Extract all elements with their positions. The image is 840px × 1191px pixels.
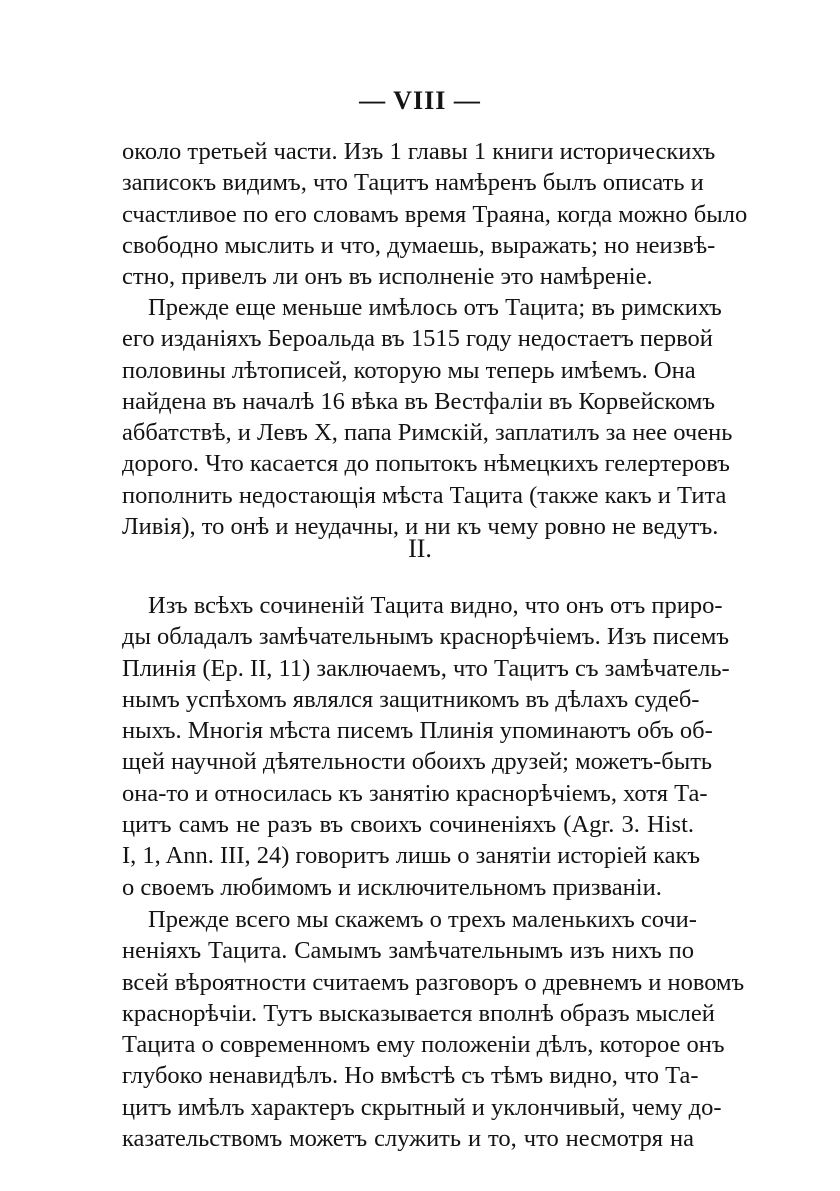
text-line: ныхъ. Многія мѣста писемъ Плинія упоминаютъ объ об- [122, 717, 713, 745]
text-line: счастливое по его словамъ время Траяна, когда можно было [122, 200, 748, 228]
text-line: найдена въ началѣ 16 вѣка въ Вестфаліи въ Корвейскомъ [122, 387, 716, 415]
text-line: глубоко ненавидѣлъ. Но вмѣстѣ съ тѣмъ видно, что Та- [122, 1062, 699, 1090]
text-line: стно, привелъ ли онъ въ исполненіе это намѣреніе. [122, 263, 653, 291]
text-line: краснорѣчіи. Тутъ высказывается вполнѣ образъ мыслей [122, 999, 715, 1027]
paragraph [122, 292, 733, 542]
paragraph [122, 904, 745, 1154]
paragraph [122, 136, 748, 292]
text-line: Прежде еще меньше имѣлось отъ Тацита; въ римскихъ [148, 294, 722, 321]
text-line: половины лѣтописей, которую мы теперь имѣемъ. Она [122, 356, 696, 384]
page-number-header: — VIII — [359, 86, 481, 115]
text-line: цитъ имѣлъ характеръ скрытный и уклончивый, чему до- [122, 1093, 722, 1121]
text-line: пополнить недостающія мѣста Тацита (также какъ и Тита [122, 481, 727, 509]
text-line: записокъ видимъ, что Тацитъ намѣренъ былъ описать и [122, 169, 704, 197]
paragraph [122, 590, 730, 903]
text-line: Изъ всѣхъ сочиненій Тацита видно, что онъ отъ приро- [148, 592, 723, 619]
text-line: нымъ успѣхомъ являлся защитникомъ въ дѣлахъ судеб- [122, 685, 700, 713]
text-line: Ливія), то онѣ и неудачны, и ни къ чему ровно не ведутъ. [122, 513, 719, 541]
text-line: Прежде всего мы скажемъ о трехъ маленькихъ сочи- [148, 906, 697, 933]
text-line: всей вѣроятности считаемъ разговоръ о древнемъ и новомъ [122, 968, 745, 996]
text-line: она-то и относилась къ занятію краснорѣчіемъ, хотя Та- [122, 779, 708, 807]
text-line: цитъ самъ не разъ въ своихъ сочиненіяхъ (Agr. 3. Hist. [122, 811, 694, 839]
text-line: Тацита о современномъ ему положеніи дѣлъ, которое онъ [122, 1031, 725, 1059]
text-line: свободно мыслить и что, думаешь, выражать; но неизвѣ- [122, 231, 716, 259]
text-line: щей научной дѣятельности обоихъ друзей; можетъ-быть [122, 748, 713, 776]
text-line: около третьей части. Изъ 1 главы 1 книги историческихъ [122, 138, 716, 165]
text-line: о своемъ любимомъ и исключительномъ призваніи. [122, 873, 662, 901]
text-line: ды обладалъ замѣчательнымъ краснорѣчіемъ. Изъ писемъ [122, 623, 730, 651]
text-line: дорого. Что касается до попытокъ нѣмецкихъ гелертеровъ [122, 450, 730, 478]
section-heading: II. [408, 534, 432, 563]
text-line: аббатствѣ, и Левъ X, папа Римскій, заплатилъ за нее очень [122, 419, 733, 447]
text-line: I, 1, Ann. III, 24) говоритъ лишь о занятіи исторіей какъ [122, 842, 701, 870]
text-line: его изданіяхъ Бероальда въ 1515 году недостаетъ первой [122, 325, 713, 353]
text-line: Плинія (Ep. II, 11) заключаемъ, что Тацитъ съ замѣчатель- [122, 654, 730, 682]
text-line: неніяхъ Тацита. Самымъ замѣчательнымъ изъ нихъ по [122, 937, 694, 965]
text-line: казательствомъ можетъ служить и то, что несмотря на [122, 1125, 694, 1153]
